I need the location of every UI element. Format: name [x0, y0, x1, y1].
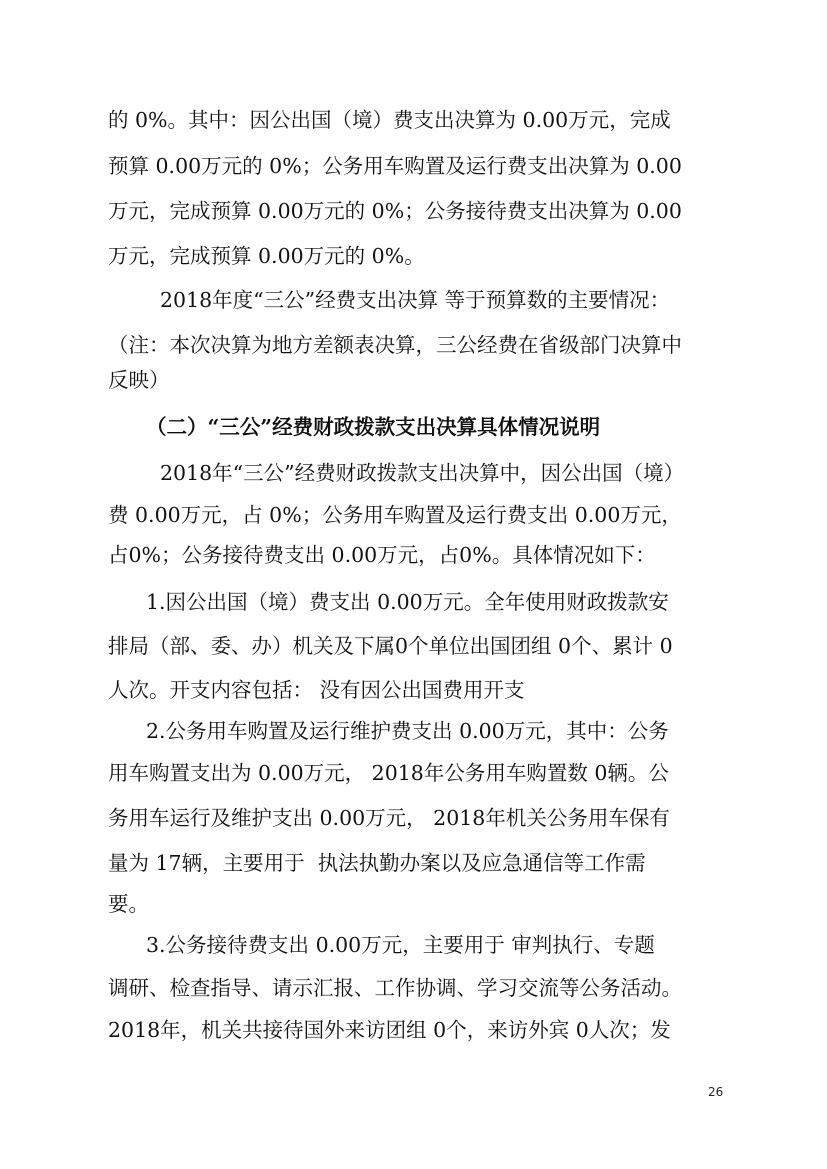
text-line: 万元，完成预算 0.00万元的 0%。 — [108, 244, 425, 268]
text-line: 占0%；公务接待费支出 0.00万元，占0%。具体情况如下： — [108, 543, 656, 567]
text-line: 用车购置支出为 0.00万元， 2018年公务用车购置数 0辆。公 — [108, 761, 669, 785]
text-line: 务用车运行及维护支出 0.00万元， 2018年机关公务用车保有 — [108, 806, 670, 830]
text-line: 调研、检查指导、请示汇报、工作协调、学习交流等公务活动。 — [108, 976, 682, 1000]
page-number: 26 — [708, 1085, 724, 1099]
text-line: （注：本次决算为地方差额表决算，三公经费在省级部门决算中 — [108, 333, 682, 357]
text-line: 人次。开支内容包括： 没有因公出国费用开支 — [108, 678, 525, 702]
text-line: 3.公务接待费支出 0.00万元，主要用于 审判执行、专题 — [146, 933, 655, 957]
text-line: 预算 0.00万元的 0%；公务用车购置及运行费支出决算为 0.00 — [108, 154, 682, 178]
text-line: 2018年度“三公”经费支出决算 等于预算数的主要情况： — [160, 288, 671, 312]
text-line: 2018年“三公”经费财政拨款支出决算中，因公出国（境） — [160, 461, 685, 485]
text-line: 万元，完成预算 0.00万元的 0%；公务接待费支出决算为 0.00 — [108, 199, 682, 223]
text-line: 要。 — [108, 892, 149, 916]
text-line: 1.因公出国（境）费支出 0.00万元。全年使用财政拨款安 — [146, 590, 669, 614]
text-line: 2.公务用车购置及运行维护费支出 0.00万元，其中：公务 — [146, 719, 669, 743]
text-line: 2018年，机关共接待国外来访团组 0个，来访外宾 0人次；发 — [108, 1018, 671, 1042]
text-line: 费 0.00万元，占 0%；公务用车购置及运行费支出 0.00万元， — [108, 503, 682, 527]
text-line: 排局（部、委、办）机关及下属0个单位出国团组 0个、累计 0 — [108, 634, 673, 658]
text-line: 量为 17辆，主要用于 执法执勤办案以及应急通信等工作需 — [108, 851, 646, 875]
text-line: 反映） — [108, 368, 170, 392]
text-line: 的 0%。其中：因公出国（境）费支出决算为 0.00万元，完成 — [108, 108, 671, 132]
section-heading: （二）“三公”经费财政拨款支出决算具体情况说明 — [146, 415, 601, 439]
